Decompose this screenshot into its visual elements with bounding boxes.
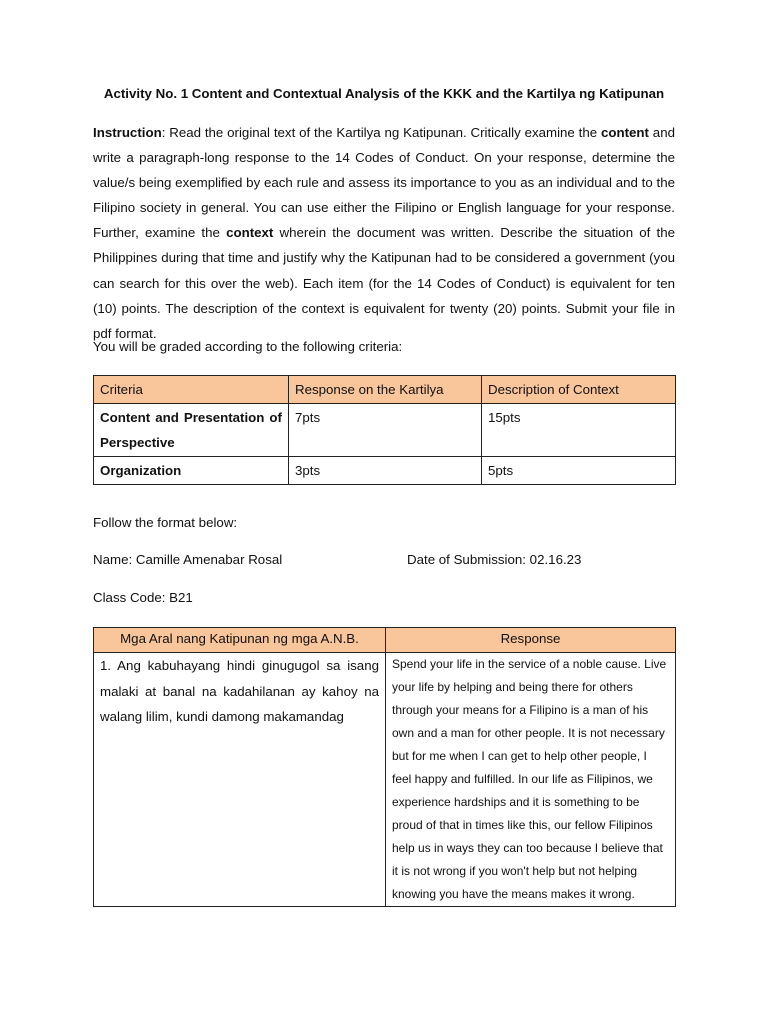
criteria-cell: 7pts bbox=[289, 404, 482, 457]
criteria-header-cell: Description of Context bbox=[482, 376, 676, 404]
criteria-header-cell: Response on the Kartilya bbox=[289, 376, 482, 404]
instruction-bold-content: content bbox=[600, 125, 649, 140]
date-line: Date of Submission: 02.16.23 bbox=[407, 552, 582, 567]
instruction-text-1: : Read the original text of the Kartilya ng Katipunan. Critically examine the bbox=[161, 125, 601, 140]
instruction-bold-context: context bbox=[226, 225, 274, 241]
response-header-cell: Mga Aral nang Katipunan ng mga A.N.B. bbox=[94, 628, 386, 653]
response-row bbox=[94, 653, 676, 907]
kartilya-rule-cell: 1. Ang kabuhayang hindi ginugugol sa isang malaki at banal na kadahilanan ay kahoy na walang lilim, kundi damong makamandag bbox=[94, 653, 386, 907]
criteria-cell: 5pts bbox=[482, 457, 676, 485]
name-line: Name: Camille Amenabar Rosal bbox=[93, 552, 283, 567]
criteria-row bbox=[94, 457, 676, 485]
criteria-cell: Content and Presentation of Perspective bbox=[94, 404, 289, 457]
format-intro: Follow the format below: bbox=[93, 515, 238, 530]
instruction-text-3: wherein the document was written. Describe the situation of the Philippines during that time and justify why the Katipunan had to be considered a government (you can search for this over the web). Each item (for the 14 Codes of Conduct) is equivalent for ten (10) points. The description of the context is equivalent for twenty (20) points. Submit your file in pdf format. bbox=[93, 225, 675, 341]
grading-intro: You will be graded according to the following criteria: bbox=[93, 339, 403, 354]
criteria-cell: 3pts bbox=[289, 457, 482, 485]
document-title: Activity No. 1 Content and Contextual Analysis of the KKK and the Kartilya ng Katipunan bbox=[103, 86, 665, 101]
criteria-table bbox=[93, 375, 676, 485]
response-header-cell: Response bbox=[386, 628, 676, 653]
instruction-label: Instruction bbox=[93, 125, 162, 140]
criteria-header-cell: Criteria bbox=[94, 376, 289, 404]
criteria-row bbox=[94, 404, 676, 457]
criteria-cell: Organization bbox=[94, 457, 289, 485]
criteria-cell: 15pts bbox=[482, 404, 676, 457]
instruction-paragraph bbox=[93, 120, 675, 346]
criteria-header-row bbox=[94, 376, 676, 404]
response-header-row bbox=[94, 628, 676, 653]
class-code-line: Class Code: B21 bbox=[93, 590, 193, 605]
response-table bbox=[93, 627, 676, 907]
instruction-text-2: and write a paragraph-long response to the 14 Codes of Conduct. On your response, determine the value/s being exemplified by each rule and assess its importance to you as an individual and to the Filipino society in general. You can use either the Filipino or English language for your response. Further, examine the bbox=[93, 125, 675, 241]
response-cell: Spend your life in the service of a noble cause. Live your life by helping and being there for others through your means for a Filipino is a man of his own and a man for other people. It is not necessary but for me when I can get to help other people, I feel happy and fulfilled. In our life as Filipinos, we experience hardships and it is something to be proud of that in times like this, our fellow Filipinos help us in ways they can too because I believe that it is not wrong if you won't help but not helping knowing you have the means makes it wrong. bbox=[386, 653, 676, 907]
